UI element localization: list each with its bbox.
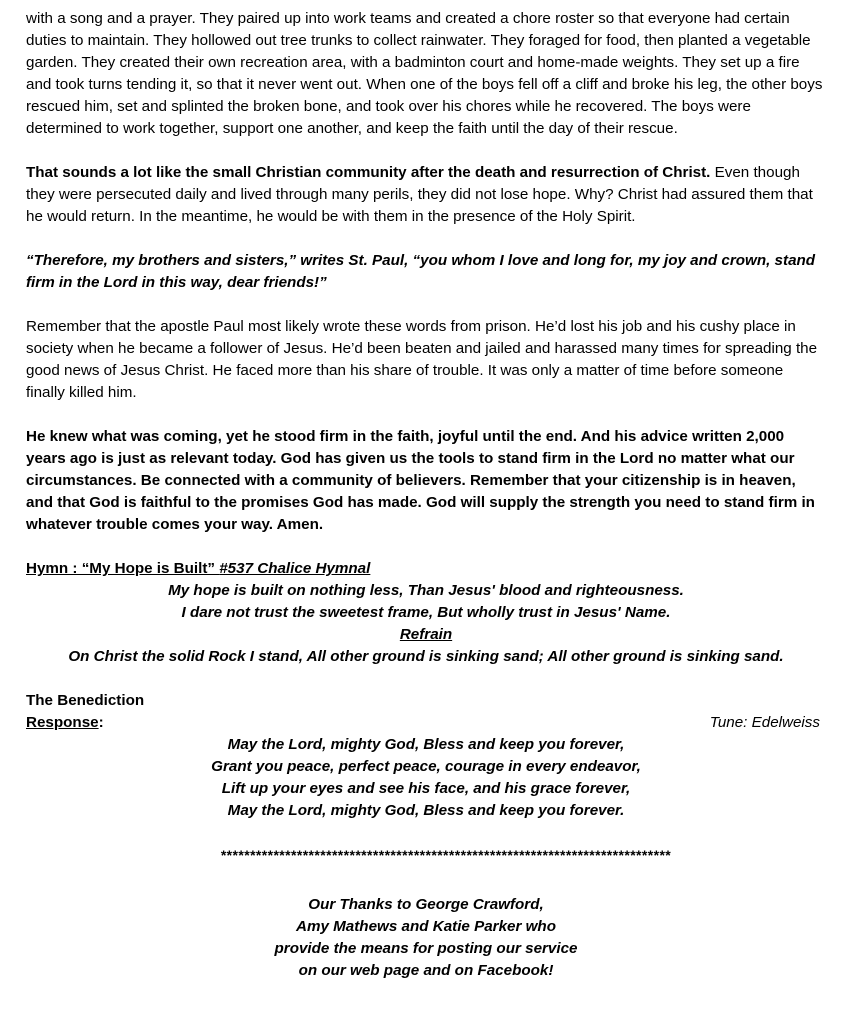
refrain-label: Refrain	[399, 626, 453, 643]
sermon-paragraph-3: Remember that the apostle Paul most likely wrote these words from prison. He’d lost his job and his cushy place in society when he became a follower of Jesus. He’d been beaten and jailed and harassed many times for spreading the good news of Jesus Christ. He faced more than his share of trouble. It was only a matter of time before someone finally killed him.	[26, 318, 818, 401]
thanks-line: Amy Mathews and Katie Parker who	[296, 918, 556, 935]
thanks-note	[26, 894, 826, 982]
thanks-line: on our web page and on Facebook!	[298, 962, 554, 979]
sermon-paragraph-4: He knew what was coming, yet he stood firm in the faith, joyful until the end. And his advice written 2,000 years ago is just as relevant today. God has given us the tools to stand firm in the Lord no matter what our circumstances. Be connected with a community of believers. Remember that your citizenship is in heaven, and that God is faithful to the promises God has made. God will supply the strength you need to stand firm in whatever trouble comes your way. Amen.	[26, 428, 815, 533]
hymn-heading	[26, 558, 826, 580]
thanks-line: Our Thanks to George Crawford,	[308, 896, 544, 913]
sermon-paragraph-2	[26, 162, 826, 228]
sermon-paragraph-1: with a song and a prayer. They paired up into work teams and created a chore roster so that everyone had certain duties to maintain. They hollowed out tree trunks to collect rainwater. They foraged for food, then planted a vegetable garden. They created their own recreation area, with a badminton court and home-made weights. They set up a fire and took turns tending it, so that it never went out. When one of the boys fell off a cliff and broke his leg, the other boys rescued him, set and splinted the broken bone, and took over his chores while he recovered. The boys were determined to work together, support one another, and keep the faith until the day of their rescue.	[26, 10, 823, 137]
hymn-title: Hymn : “My Hope is Built”	[26, 560, 220, 577]
sermon-paragraph-2-rest: Even though they were persecuted daily and lived through many perils, they did not lose hope. Why? Christ had assured them that he would return. In the meantime, he would be with them in the presence of the Holy Spirit.	[26, 164, 813, 225]
benediction-response	[26, 734, 826, 822]
thanks-line: provide the means for posting our service	[274, 940, 578, 957]
response-line: Lift up your eyes and see his face, and his grace forever,	[221, 780, 631, 797]
separator: *****************************************************************************	[220, 847, 672, 863]
refrain-text: On Christ the solid Rock I stand, All other ground is sinking sand; All other ground is sinking sand.	[68, 648, 784, 665]
hymn-line: My hope is built on nothing less, Than Jesus' blood and righteousness.	[168, 582, 684, 599]
response-label: Response:	[26, 714, 104, 731]
sermon-paragraph-2-lead: That sounds a lot like the small Christian community after the death and resurrection of Christ.	[26, 164, 711, 181]
scripture-quote: “Therefore, my brothers and sisters,” writes St. Paul, “you whom I love and long for, my joy and crown, stand firm in the Lord in this way, dear friends!”	[26, 252, 816, 291]
hymn-verse	[26, 580, 826, 668]
tune-name: Tune: Edelweiss	[709, 714, 820, 731]
document-page	[26, 0, 826, 982]
response-line: May the Lord, mighty God, Bless and keep you forever,	[227, 736, 625, 753]
response-line: Grant you peace, perfect peace, courage in every endeavor,	[211, 758, 641, 775]
hymn-line: I dare not trust the sweetest frame, But wholly trust in Jesus' Name.	[181, 604, 671, 621]
response-row	[26, 712, 826, 734]
response-line: May the Lord, mighty God, Bless and keep you forever.	[227, 802, 625, 819]
hymn-source: #537 Chalice Hymnal	[219, 560, 371, 577]
benediction-title: The Benediction	[26, 692, 145, 709]
